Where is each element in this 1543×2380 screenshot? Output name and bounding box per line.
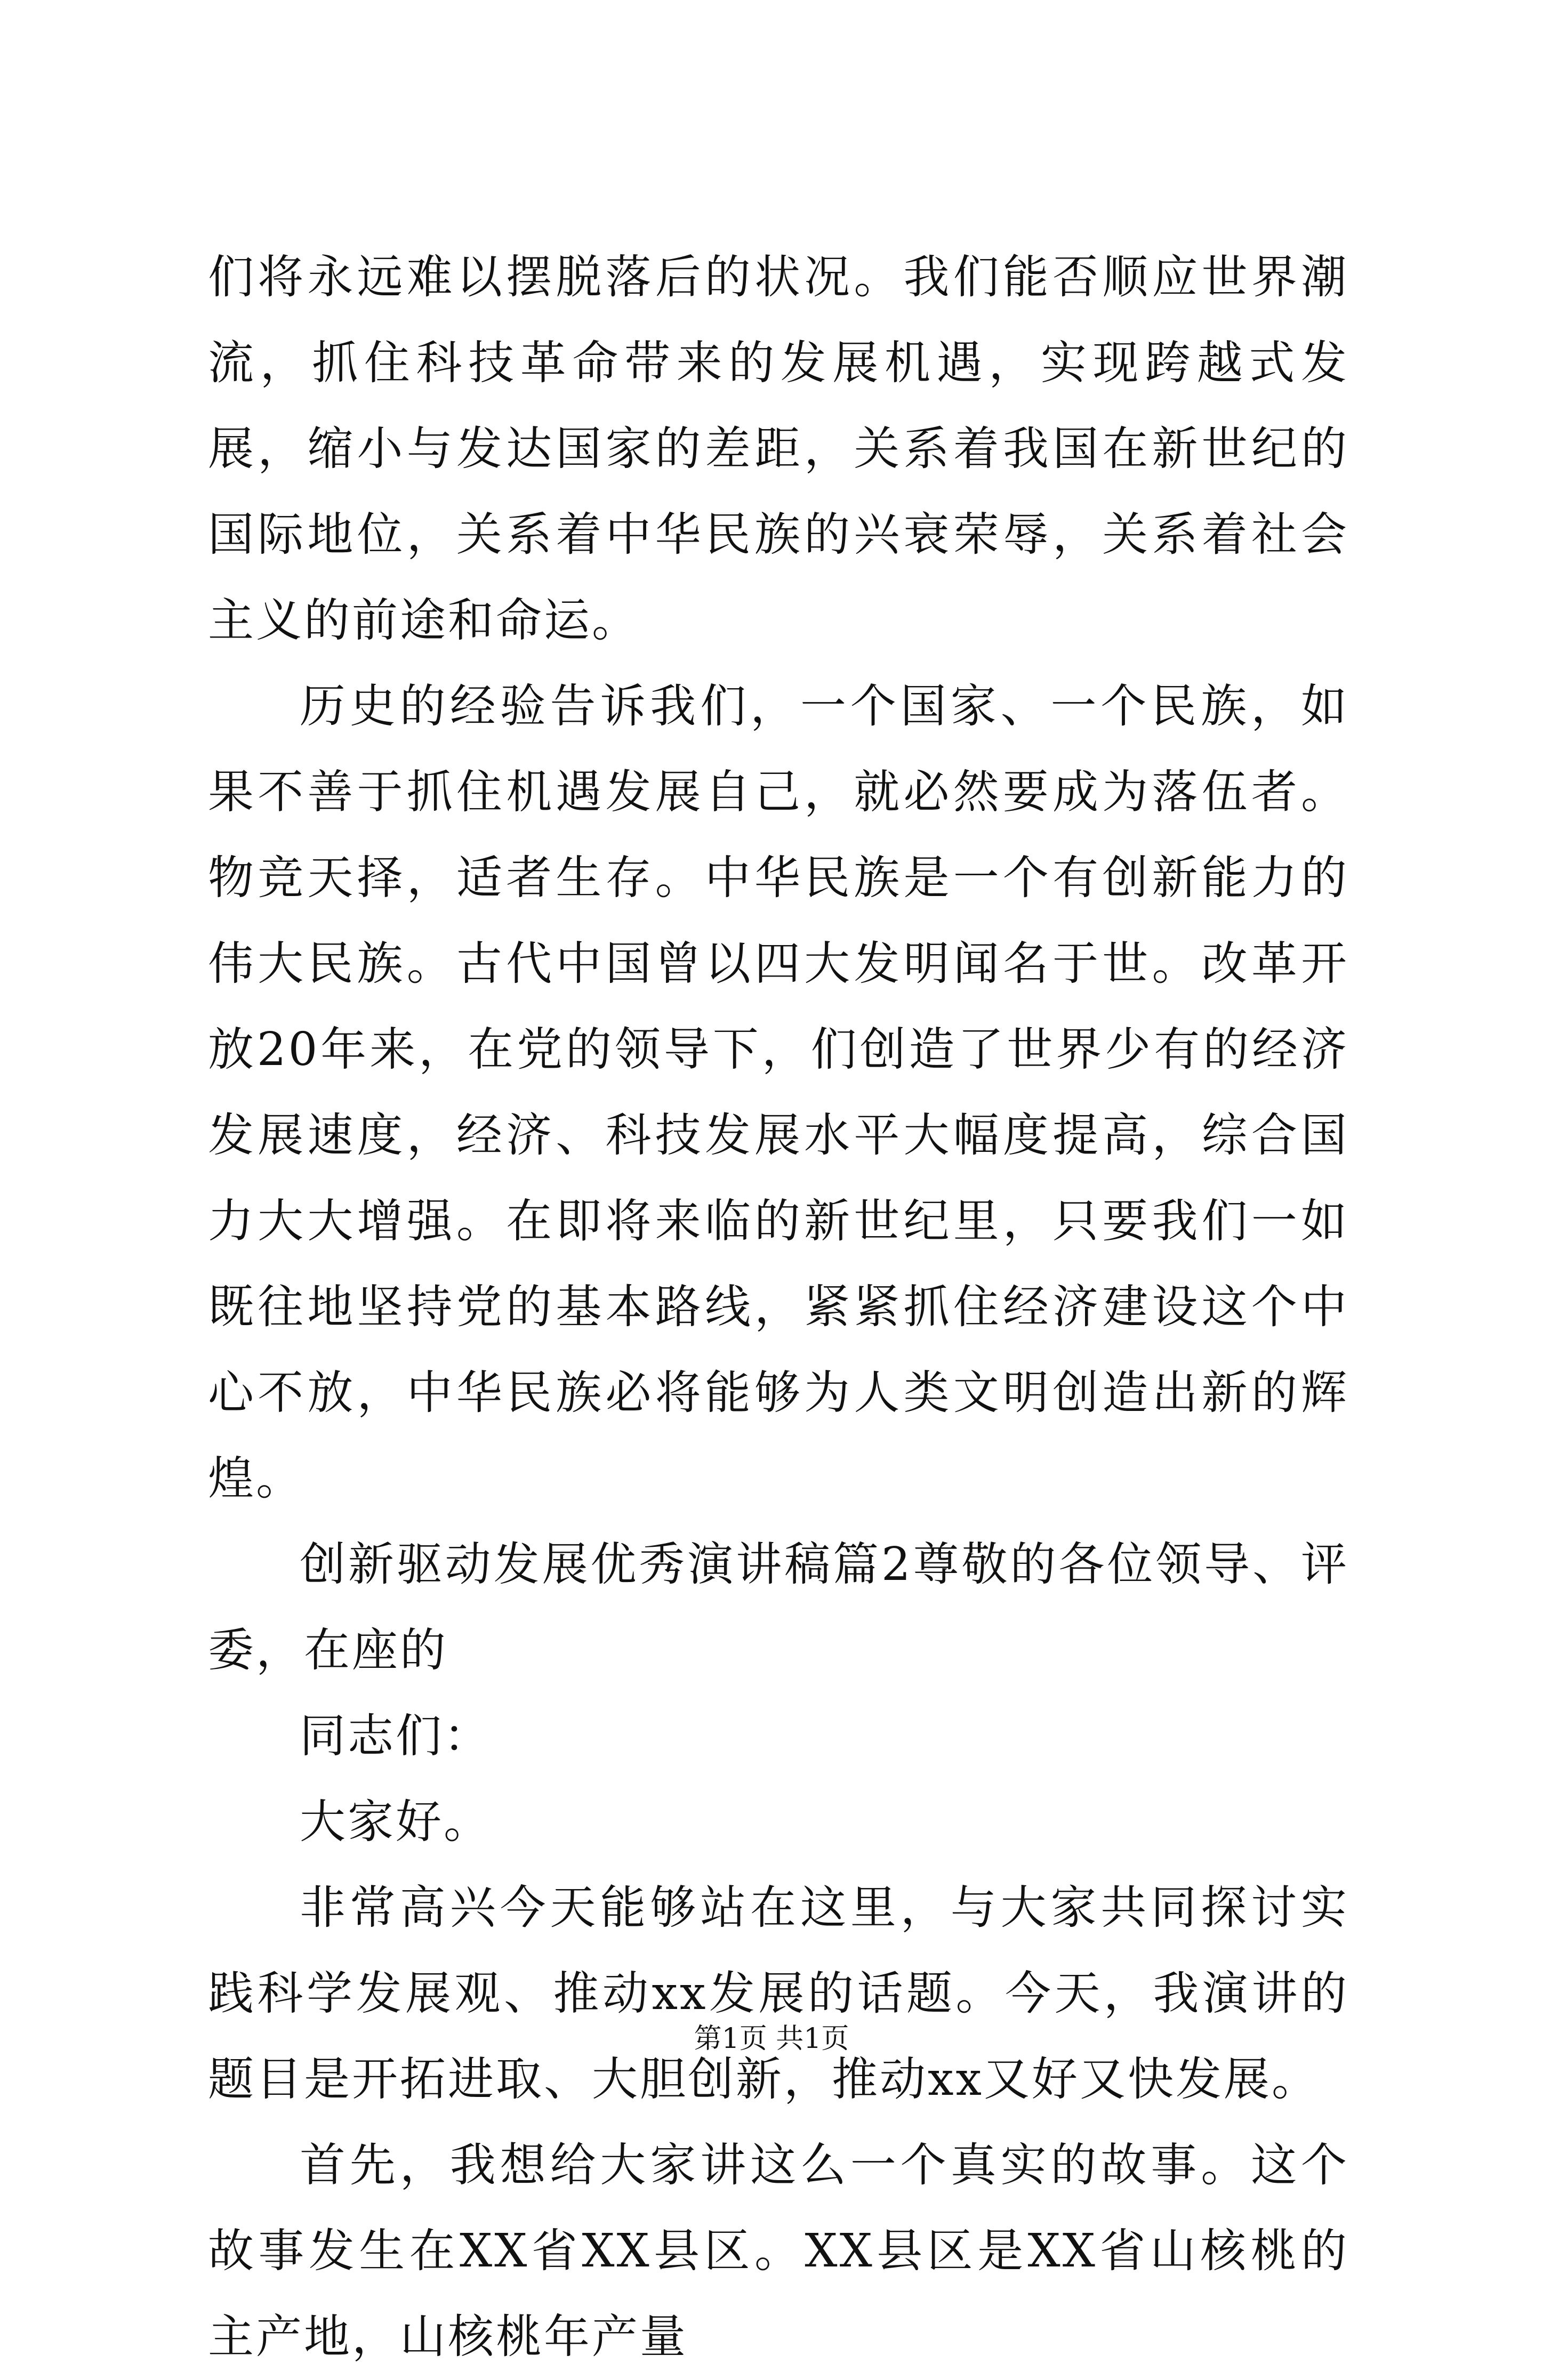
document-body (208, 235, 1349, 2380)
paragraph-salutation: 同志们： (300, 1709, 492, 1763)
paragraph-greeting: 大家好。 (300, 1795, 492, 1849)
paragraph-speech-heading: 创新驱动发展优秀演讲稿篇2尊敬的各位领导、评委，在座的 (208, 1538, 1349, 1677)
paragraph-introduction: 非常高兴今天能够站在这里，与大家共同探讨实践科学发展观、推动xx发展的话题。今天，我演讲的题目是开拓进取、大胆创新，推动xx又好又快发展。 (208, 1881, 1349, 2106)
paragraph-continuation: 们将永远难以摆脱落后的状况。我们能否顺应世界潮流，抓住科技革命带来的发展机遇，实现跨越式发展，缩小与发达国家的差距，关系着我国在新世纪的国际地位，关系着中华民族的兴衰荣辱，关系着社会主义的前途和命运。 (208, 251, 1349, 647)
paragraph-history: 历史的经验告诉我们，一个国家、一个民族，如果不善于抓住机遇发展自己，就必然要成为落伍者。物竞天择，适者生存。中华民族是一个有创新能力的伟大民族。古代中国曾以四大发明闻名于世。改革开放20年来，在党的领导下，们创造了世界少有的经济发展速度，经济、科技发展水平大幅度提高，综合国力大大增强。在即将来临的新世纪里，只要我们一如既往地坚持党的基本路线，紧紧抓住经济建设这个中心不放，中华民族必将能够为人类文明创造出新的辉煌。 (208, 680, 1349, 1505)
page-footer: 第1页 共1页 (694, 2023, 849, 2055)
paragraph-story: 首先，我想给大家讲这么一个真实的故事。这个故事发生在XX省XX县区。XX县区是XX省山核桃的主产地，山核桃年产量 (208, 2139, 1349, 2363)
